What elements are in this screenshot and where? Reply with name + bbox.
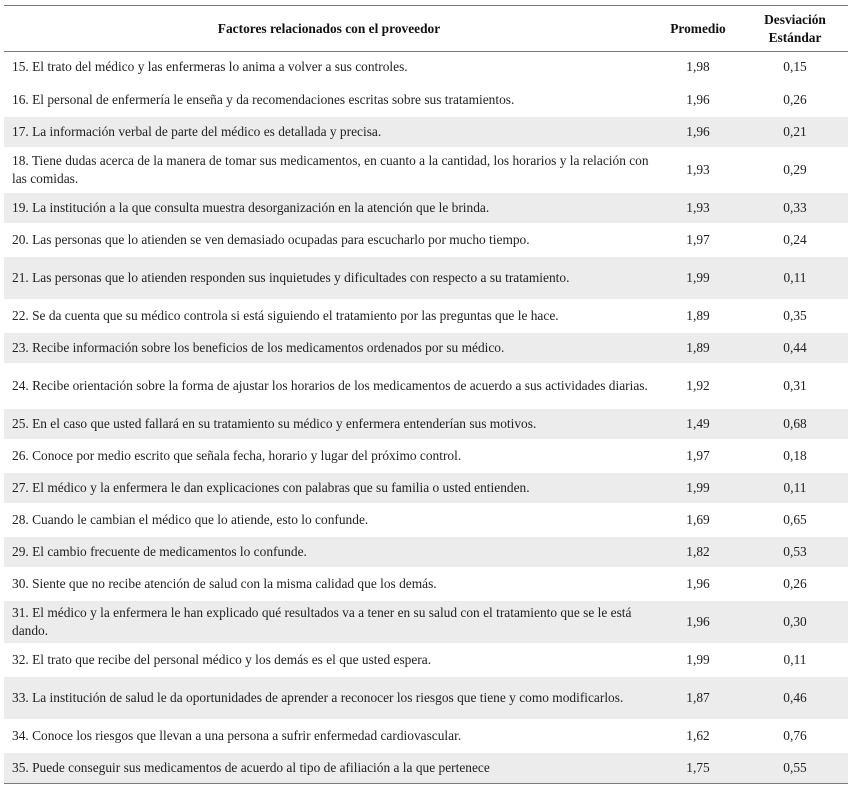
table-row — [4, 568, 848, 600]
header-mean: Promedio — [654, 6, 742, 52]
row-mean: 1,75 — [654, 752, 742, 784]
row-factor-text: 24. Recibe orientación sobre la forma de ajustar los horarios de los medicamentos de acuerdo a sus actividades diarias. — [4, 364, 654, 408]
table-row — [4, 600, 848, 644]
row-factor-text: 31. El médico y la enfermera le han explicado qué resultados va a tener en su salud con el tratamiento que se le está dando. — [4, 600, 654, 644]
row-sd: 0,33 — [742, 192, 848, 224]
row-factor-text: 27. El médico y la enfermera le dan explicaciones con palabras que su familia o usted entienden. — [4, 472, 654, 504]
table-row — [4, 720, 848, 752]
table-row — [4, 332, 848, 364]
row-factor-text: 26. Conoce por medio escrito que señala fecha, horario y lugar del próximo control. — [4, 440, 654, 472]
provider-factors-table — [4, 5, 848, 784]
row-mean: 1,99 — [654, 644, 742, 676]
row-mean: 1,92 — [654, 364, 742, 408]
row-sd: 0,21 — [742, 116, 848, 148]
row-sd: 0,46 — [742, 676, 848, 720]
table-row — [4, 52, 848, 84]
row-factor-text: 15. El trato del médico y las enfermeras lo anima a volver a sus controles. — [4, 52, 654, 84]
row-sd: 0,35 — [742, 300, 848, 332]
row-factor-text: 35. Puede conseguir sus medicamentos de acuerdo al tipo de afiliación a la que pertenece — [4, 752, 654, 784]
row-sd: 0,24 — [742, 224, 848, 256]
row-sd: 0,31 — [742, 364, 848, 408]
table-row — [4, 440, 848, 472]
table-row — [4, 472, 848, 504]
header-sd — [742, 6, 848, 52]
row-factor-text: 21. Las personas que lo atienden responden sus inquietudes y dificultades con respecto a su tratamiento. — [4, 256, 654, 300]
row-mean: 1,93 — [654, 148, 742, 192]
row-mean: 1,62 — [654, 720, 742, 752]
row-sd: 0,55 — [742, 752, 848, 784]
row-factor-text: 30. Siente que no recibe atención de salud con la misma calidad que los demás. — [4, 568, 654, 600]
provider-factors-table-container — [4, 5, 848, 784]
row-mean: 1,96 — [654, 116, 742, 148]
table-row — [4, 116, 848, 148]
table-row — [4, 504, 848, 536]
row-mean: 1,99 — [654, 256, 742, 300]
row-mean: 1,89 — [654, 332, 742, 364]
table-body — [4, 52, 848, 784]
table-row — [4, 536, 848, 568]
row-factor-text: 23. Recibe información sobre los beneficios de los medicamentos ordenados por su médico. — [4, 332, 654, 364]
row-factor-text: 17. La información verbal de parte del médico es detallada y precisa. — [4, 116, 654, 148]
row-factor-text: 32. El trato que recibe del personal médico y los demás es el que usted espera. — [4, 644, 654, 676]
header-factor: Factores relacionados con el proveedor — [4, 6, 654, 52]
row-sd: 0,30 — [742, 600, 848, 644]
table-row — [4, 256, 848, 300]
header-sd-line1: Desviación — [764, 11, 826, 27]
row-factor-text: 33. La institución de salud le da oportunidades de aprender a reconocer los riesgos que tiene y como modificarlos. — [4, 676, 654, 720]
table-row — [4, 364, 848, 408]
row-factor-text: 20. Las personas que lo atienden se ven demasiado ocupadas para escucharlo por mucho tiempo. — [4, 224, 654, 256]
row-sd: 0,26 — [742, 568, 848, 600]
row-sd: 0,65 — [742, 504, 848, 536]
row-mean: 1,49 — [654, 408, 742, 440]
row-mean: 1,98 — [654, 52, 742, 84]
row-mean: 1,97 — [654, 440, 742, 472]
table-row — [4, 644, 848, 676]
row-sd: 0,11 — [742, 644, 848, 676]
row-sd: 0,18 — [742, 440, 848, 472]
row-factor-text: 29. El cambio frecuente de medicamentos lo confunde. — [4, 536, 654, 568]
table-row — [4, 752, 848, 784]
row-sd: 0,11 — [742, 256, 848, 300]
table-row — [4, 192, 848, 224]
row-mean: 1,96 — [654, 568, 742, 600]
row-sd: 0,26 — [742, 84, 848, 116]
row-sd: 0,53 — [742, 536, 848, 568]
row-mean: 1,99 — [654, 472, 742, 504]
row-mean: 1,82 — [654, 536, 742, 568]
row-factor-text: 16. El personal de enfermería le enseña y da recomendaciones escritas sobre sus tratamientos. — [4, 84, 654, 116]
table-row — [4, 300, 848, 332]
row-factor-text: 18. Tiene dudas acerca de la manera de tomar sus medicamentos, en cuanto a la cantidad, los horarios y la relación con las comidas. — [4, 148, 654, 192]
table-row — [4, 408, 848, 440]
row-factor-text: 25. En el caso que usted fallará en su tratamiento su médico y enfermera entenderían sus motivos. — [4, 408, 654, 440]
table-row — [4, 84, 848, 116]
row-sd: 0,29 — [742, 148, 848, 192]
row-mean: 1,87 — [654, 676, 742, 720]
row-sd: 0,68 — [742, 408, 848, 440]
table-row — [4, 676, 848, 720]
table-row — [4, 148, 848, 192]
row-factor-text: 22. Se da cuenta que su médico controla si está siguiendo el tratamiento por las preguntas que le hace. — [4, 300, 654, 332]
row-mean: 1,93 — [654, 192, 742, 224]
row-mean: 1,89 — [654, 300, 742, 332]
row-sd: 0,44 — [742, 332, 848, 364]
row-mean: 1,96 — [654, 84, 742, 116]
row-mean: 1,97 — [654, 224, 742, 256]
row-sd: 0,76 — [742, 720, 848, 752]
row-factor-text: 19. La institución a la que consulta muestra desorganización en la atención que le brinda. — [4, 192, 654, 224]
header-sd-line2: Estándar — [768, 29, 822, 45]
row-factor-text: 28. Cuando le cambian el médico que lo atiende, esto lo confunde. — [4, 504, 654, 536]
row-mean: 1,69 — [654, 504, 742, 536]
row-mean: 1,96 — [654, 600, 742, 644]
table-header-row — [4, 6, 848, 52]
row-factor-text: 34. Conoce los riesgos que llevan a una persona a sufrir enfermedad cardiovascular. — [4, 720, 654, 752]
row-sd: 0,15 — [742, 52, 848, 84]
table-row — [4, 224, 848, 256]
row-sd: 0,11 — [742, 472, 848, 504]
